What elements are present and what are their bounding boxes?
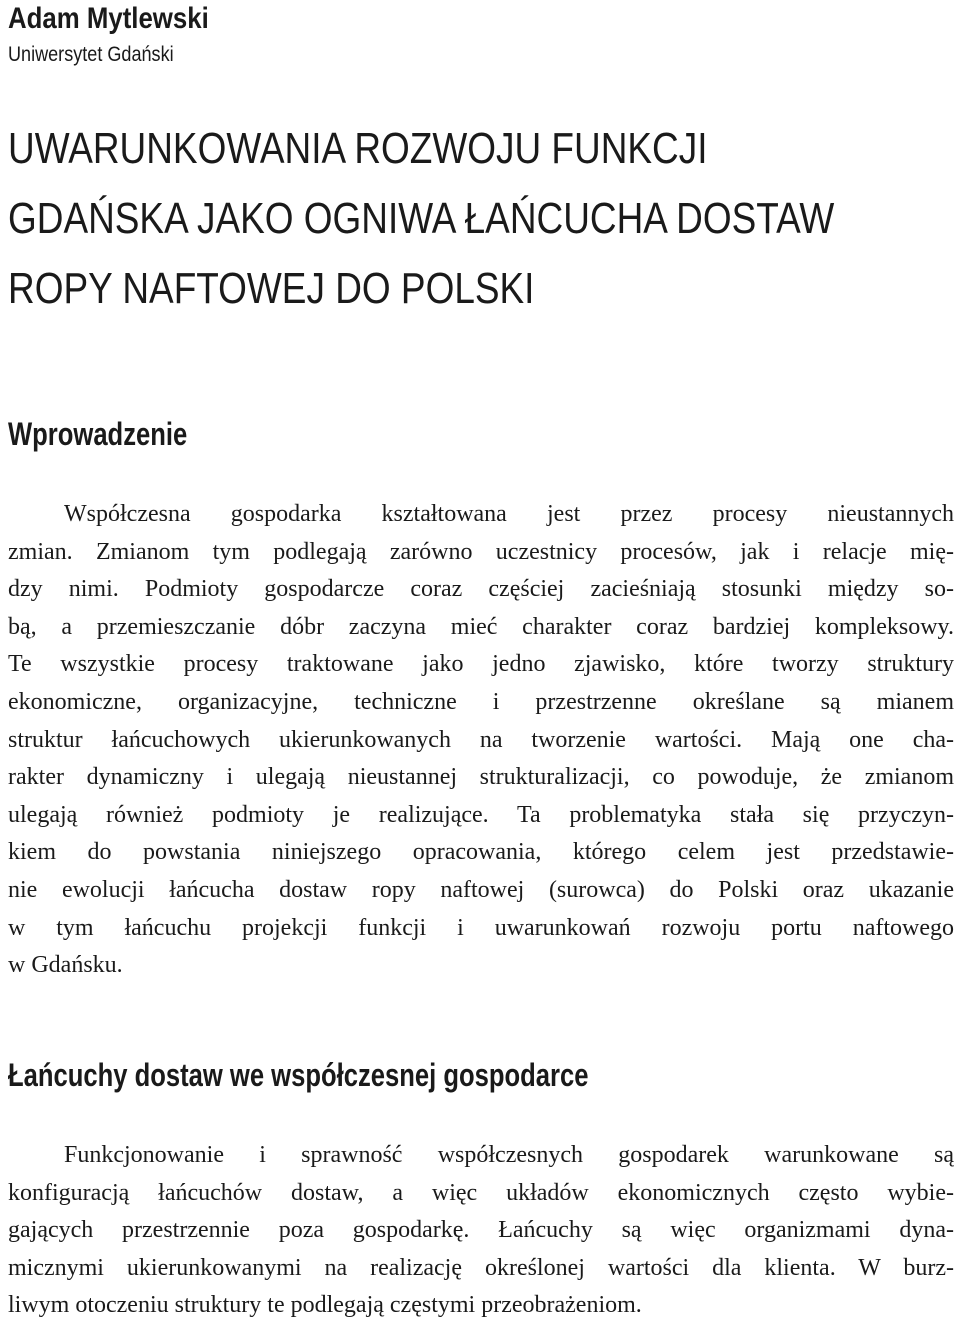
paragraph-line: w Gdańsku. bbox=[8, 952, 123, 979]
section-heading-supply-chains: Łańcuchy dostaw we współczesnej gospodarce bbox=[8, 1057, 589, 1093]
paragraph-line: kiem do powstania niniejszego opracowania, którego celem jest przedstawie- bbox=[8, 839, 954, 866]
paragraph-line: ulegają również podmioty je realizujące. Ta problematyka stała się przyczyn- bbox=[8, 801, 954, 828]
section-heading-introduction: Wprowadzenie bbox=[8, 416, 188, 452]
paragraph-line: w tym łańcuchu projekcji funkcji i uwarunkowań rozwoju portu naftowego bbox=[8, 914, 954, 941]
paragraph-line: Współczesna gospodarka kształtowana jest przez procesy nieustannych bbox=[64, 501, 954, 527]
paragraph-line: nie ewolucji łańcucha dostaw ropy naftowej (surowca) do Polski oraz ukazanie bbox=[8, 876, 954, 903]
title-line: ROPY NAFTOWEJ DO POLSKI bbox=[8, 264, 535, 313]
paragraph-line: Funkcjonowanie i sprawność współczesnych gospodarek warunkowane są bbox=[64, 1142, 954, 1168]
paragraph-line: gających przestrzennie poza gospodarkę. Łańcuchy są więc organizmami dyna- bbox=[8, 1217, 954, 1244]
paragraph-line: rakter dynamiczny i ulegają nieustannej strukturalizacji, co powoduje, że zmianom bbox=[8, 764, 954, 791]
paragraph-line: dzy nimi. Podmioty gospodarcze coraz częściej zacieśniają stosunki między so- bbox=[8, 576, 954, 603]
paragraph-line: zmian. Zmianom tym podlegają zarówno uczestnicy procesów, jak i relacje mię- bbox=[8, 538, 954, 565]
document-page bbox=[8, 0, 954, 1319]
paragraph-line: Te wszystkie procesy traktowane jako jedno zjawisko, które tworzy struktury bbox=[8, 651, 954, 678]
paragraph-line: bą, a przemieszczanie dóbr zaczyna mieć charakter coraz bardziej kompleksowy. bbox=[8, 613, 954, 640]
paragraph-line: struktur łańcuchowych ukierunkowanych na tworzenie wartości. Mają one cha- bbox=[8, 726, 954, 753]
article-title bbox=[8, 114, 954, 324]
paragraph-line: ekonomiczne, organizacyjne, techniczne i przestrzenne określane są mianem bbox=[8, 688, 954, 715]
title-line: GDAŃSKA JAKO OGNIWA ŁAŃCUCHA DOSTAW bbox=[8, 194, 835, 243]
paragraph-line: konfiguracją łańcuchów dostaw, a więc układów ekonomicznych często wybie- bbox=[8, 1179, 954, 1206]
author-affiliation: Uniwersytet Gdański bbox=[8, 43, 174, 66]
title-line: UWARUNKOWANIA ROZWOJU FUNKCJI bbox=[8, 124, 708, 173]
paragraph-introduction bbox=[8, 496, 954, 985]
paragraph-supply-chains bbox=[8, 1137, 954, 1325]
paragraph-line: micznymi ukierunkowanymi na realizację określonej wartości dla klienta. W burz- bbox=[8, 1254, 954, 1281]
author-name: Adam Mytlewski bbox=[8, 2, 209, 35]
paragraph-line: liwym otoczeniu struktury te podlegają częstymi przeobrażeniom. bbox=[8, 1292, 642, 1319]
